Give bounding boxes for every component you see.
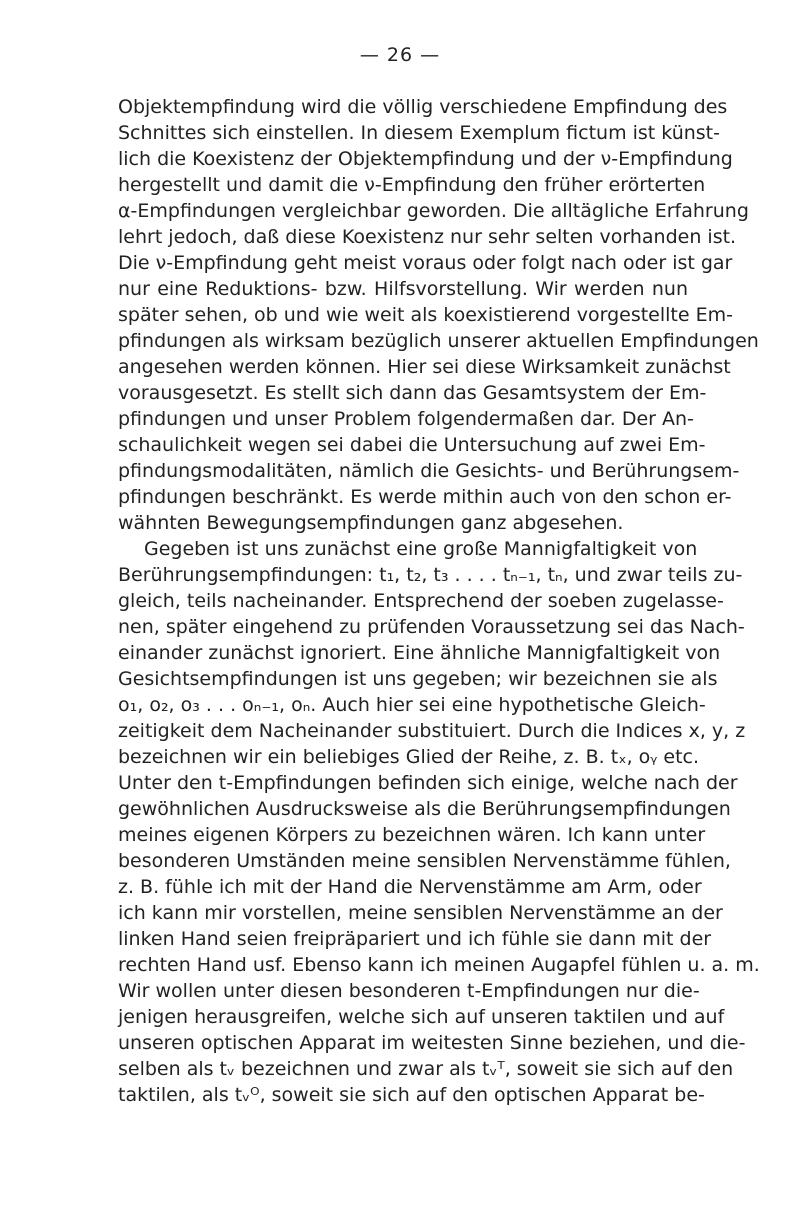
text-line: schaulichkeit wegen sei dabei die Untersuchung auf zwei Em- bbox=[118, 434, 706, 456]
text-line: Wir wollen unter diesen besonderen t-Empfindungen nur die- bbox=[118, 980, 700, 1002]
text-line: einander zunächst ignoriert. Eine ähnliche Mannigfaltigkeit von bbox=[118, 642, 721, 664]
text-line: o₁, o₂, o₃ . . . oₙ₋₁, oₙ. Auch hier sei eine hypothetische Gleich- bbox=[118, 694, 706, 716]
text-line: hergestellt und damit die ν-Empfindung den früher erörterten bbox=[118, 174, 706, 196]
text-line: pfindungen beschränkt. Es werde mithin auch von den schon er- bbox=[118, 486, 732, 508]
text-line: linken Hand seien freipräpariert und ich fühle sie dann mit der bbox=[118, 928, 712, 950]
text-line: pfindungen als wirksam bezüglich unserer aktuellen Empfindungen bbox=[118, 330, 759, 352]
text-line: nen, später eingehend zu prüfenden Voraussetzung sei das Nach- bbox=[118, 616, 745, 638]
text-line: angesehen werden können. Hier sei diese Wirksamkeit zunächst bbox=[118, 356, 731, 378]
page-number: — 26 — bbox=[359, 44, 441, 66]
text-line: pfindungsmodalitäten, nämlich die Gesichts- und Berührungsem- bbox=[118, 460, 740, 482]
text-line: lich die Koexistenz der Objektempfindung und der ν-Empfindung bbox=[118, 148, 733, 170]
text-line: pfindungen und unser Problem folgendermaßen dar. Der An- bbox=[118, 408, 694, 430]
text-line: Unter den t-Empfindungen befinden sich einige, welche nach der bbox=[118, 772, 738, 794]
text-line: gleich, teils nacheinander. Entsprechend der soeben zugelasse- bbox=[118, 590, 724, 612]
text-line: α-Empfindungen vergleichbar geworden. Die alltägliche Erfahrung bbox=[118, 200, 749, 222]
text-line: Die ν-Empfindung geht meist voraus oder folgt nach oder ist gar bbox=[118, 252, 733, 274]
text-line: unseren optischen Apparat im weitesten Sinne beziehen, und die- bbox=[118, 1032, 746, 1054]
text-line: wähnten Bewegungsempfindungen ganz abgesehen. bbox=[118, 512, 624, 534]
text-line: gewöhnlichen Ausdrucksweise als die Berührungsempfindungen bbox=[118, 798, 731, 820]
text-line: nur eine Reduktions- bzw. Hilfsvorstellung. Wir werden nun bbox=[118, 278, 688, 300]
text-line: z. B. fühle ich mit der Hand die Nervenstämme am Arm, oder bbox=[118, 876, 702, 898]
text-line: zeitigkeit dem Nacheinander substituiert. Durch die Indices x, y, z bbox=[118, 720, 746, 742]
text-line: Gegeben ist uns zunächst eine große Mannigfaltigkeit von bbox=[144, 538, 698, 560]
text-line: jenigen herausgreifen, welche sich auf unseren taktilen und auf bbox=[118, 1006, 725, 1028]
text-line: Gesichtsempfindungen ist uns gegeben; wir bezeichnen sie als bbox=[118, 668, 718, 690]
text-line: später sehen, ob und wie weit als koexistierend vorgestellte Em- bbox=[118, 304, 733, 326]
text-line: Berührungsempfindungen: t₁, t₂, t₃ . . . . tₙ₋₁, tₙ, und zwar teils zu- bbox=[118, 564, 743, 586]
text-line: besonderen Umständen meine sensiblen Nervenstämme fühlen, bbox=[118, 850, 731, 872]
text-line: bezeichnen wir ein beliebiges Glied der Reihe, z. B. tₓ, oᵧ etc. bbox=[118, 746, 700, 768]
text-line: Objektempfindung wird die völlig verschiedene Empfindung des bbox=[118, 96, 728, 118]
text-line: Schnittes sich einstellen. In diesem Exemplum fictum ist künst- bbox=[118, 122, 720, 144]
text-line: ich kann mir vorstellen, meine sensiblen Nervenstämme an der bbox=[118, 902, 723, 924]
text-line: vorausgesetzt. Es stellt sich dann das Gesamtsystem der Em- bbox=[118, 382, 707, 404]
text-line: meines eigenen Körpers zu bezeichnen wären. Ich kann unter bbox=[118, 824, 706, 846]
text-line: lehrt jedoch, daß diese Koexistenz nur sehr selten vorhanden ist. bbox=[118, 226, 737, 248]
text-line: rechten Hand usf. Ebenso kann ich meinen Augapfel fühlen u. a. m. bbox=[118, 954, 760, 976]
text-line: selben als tᵥ bezeichnen und zwar als tᵥᵀ, soweit sie sich auf den bbox=[118, 1058, 734, 1080]
text-line: taktilen, als tᵥᴼ, soweit sie sich auf den optischen Apparat be- bbox=[118, 1084, 705, 1106]
